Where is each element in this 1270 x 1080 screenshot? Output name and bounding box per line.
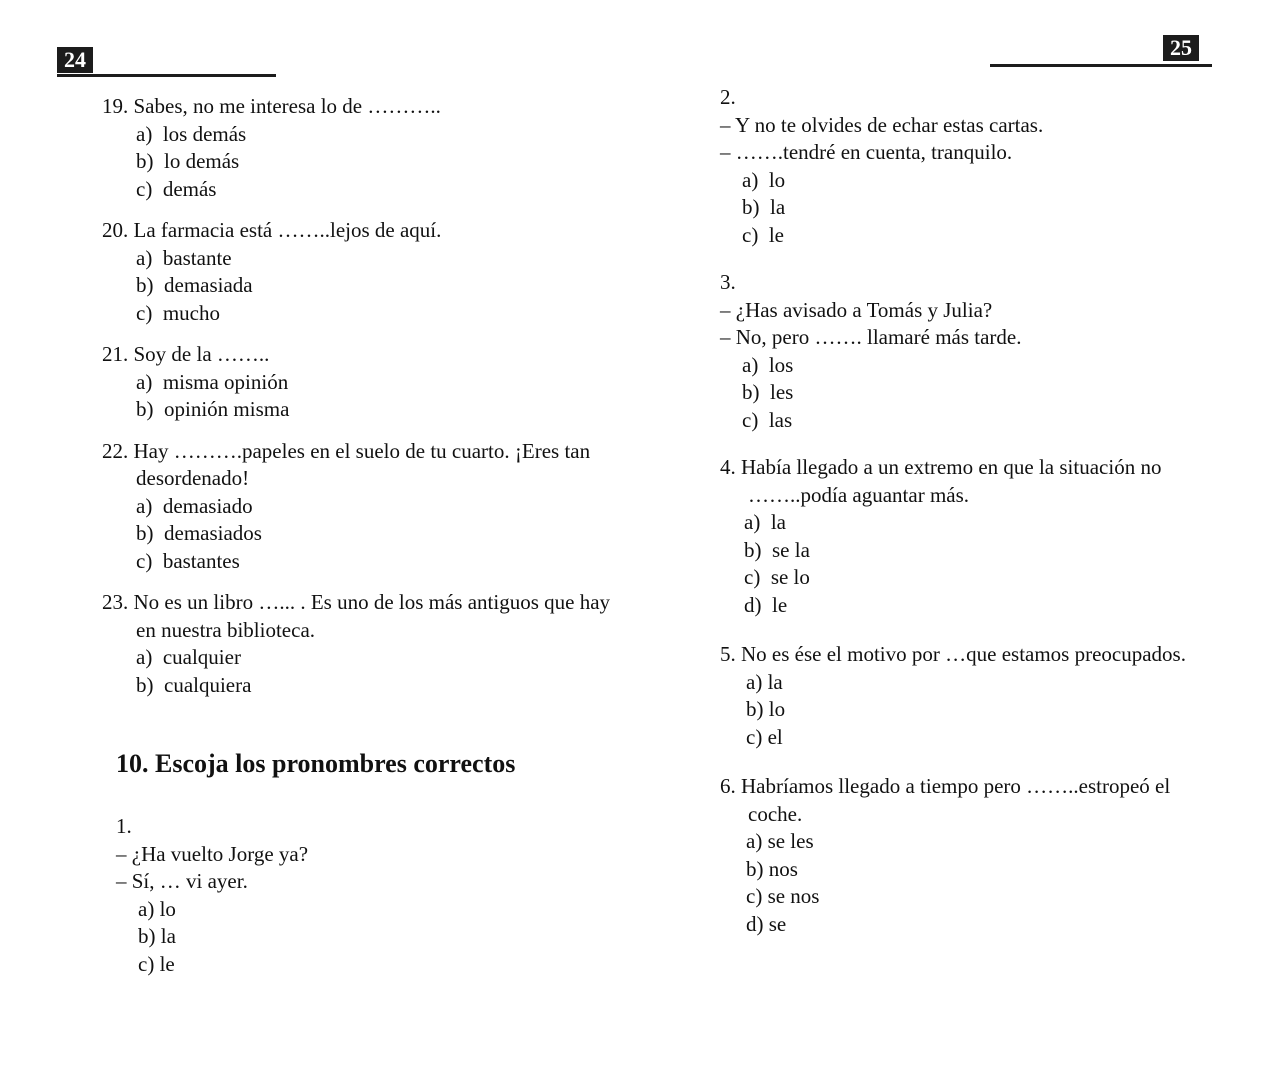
option: d) se [746, 911, 787, 936]
question-stem: 22. Hay ……….papeles en el suelo de tu cuarto. ¡Eres tan desordenado! [102, 438, 591, 490]
option: c) le [742, 222, 784, 247]
question-stem: 4. Había llegado a un extremo en que la situación no ……..podía aguantar más. [720, 455, 1162, 507]
header-rule-right [990, 64, 1212, 67]
question-19 [102, 93, 622, 203]
question-6 [720, 773, 1225, 938]
question-20 [102, 217, 622, 327]
option: c) las [742, 407, 793, 432]
option: a) la [744, 510, 786, 534]
section-heading: 10. Escoja los pronombres correctos [116, 749, 516, 778]
question-5 [720, 641, 1225, 751]
question-4 [720, 454, 1225, 619]
option: a) bastante [136, 245, 232, 270]
option: c) se nos [746, 884, 820, 908]
option: b) la [138, 924, 176, 948]
question-stem: 5. No es ése el motivo por …que estamos preocupados. [720, 642, 1186, 666]
option: d) le [744, 592, 788, 617]
exercise-number: 2. [720, 85, 736, 109]
option: a) lo [138, 896, 176, 921]
option: b) nos [746, 856, 798, 881]
dialog-line: – ¿Ha vuelto Jorge ya? [116, 841, 309, 866]
option: b) lo demás [136, 149, 240, 173]
question-stem: 21. Soy de la …….. [102, 342, 270, 366]
question-22 [102, 438, 622, 576]
option: b) la [742, 195, 786, 219]
question-stem: 20. La farmacia está ……..lejos de aquí. [102, 218, 442, 242]
option: c) bastantes [136, 548, 240, 573]
right-column [720, 84, 1225, 952]
exercise-3 [720, 269, 1225, 434]
option: a) la [746, 669, 783, 694]
option: c) mucho [136, 300, 220, 325]
option: b) se la [744, 537, 810, 562]
option: a) los demás [136, 121, 247, 146]
page-number-left: 24 [57, 47, 93, 73]
dialog-line: – ¿Has avisado a Tomás y Julia? [720, 297, 993, 322]
dialog-line: – No, pero ……. llamaré más tarde. [720, 325, 1022, 349]
option: a) lo [742, 167, 786, 192]
left-column [102, 93, 622, 978]
question-21 [102, 341, 622, 424]
exercise-number: 1. [116, 814, 132, 838]
page-number-right: 25 [1163, 35, 1199, 61]
exercise-2 [720, 84, 1225, 249]
dialog-line: – Y no te olvides de echar estas cartas. [720, 112, 1044, 137]
question-stem: 23. No es un libro …... . Es uno de los más antiguos que hay en nuestra biblioteca. [102, 590, 611, 642]
dialog-line: – Sí, … vi ayer. [116, 869, 248, 893]
option: a) misma opinión [136, 369, 289, 394]
question-stem: 19. Sabes, no me interesa lo de ……….. [102, 94, 441, 118]
option: b) cualquiera [136, 672, 252, 697]
option: c) el [746, 724, 783, 749]
option: b) lo [746, 697, 786, 721]
question-stem: 6. Habríamos llegado a tiempo pero ……..estropeó el coche. [720, 774, 1171, 826]
option: c) le [138, 951, 175, 976]
option: a) demasiado [136, 493, 253, 518]
exercise-1 [102, 813, 622, 978]
option: b) les [742, 380, 794, 404]
option: a) se les [746, 829, 814, 853]
option: b) demasiada [136, 273, 253, 297]
question-23 [102, 589, 622, 699]
option: c) demás [136, 176, 217, 201]
dialog-line: – …….tendré en cuenta, tranquilo. [720, 140, 1013, 164]
option: b) demasiados [136, 521, 262, 545]
option: a) cualquier [136, 645, 241, 669]
option: c) se lo [744, 565, 810, 589]
exercise-number: 3. [720, 270, 736, 294]
option: a) los [742, 352, 794, 377]
header-rule-left [57, 74, 276, 77]
option: b) opinión misma [136, 397, 290, 421]
